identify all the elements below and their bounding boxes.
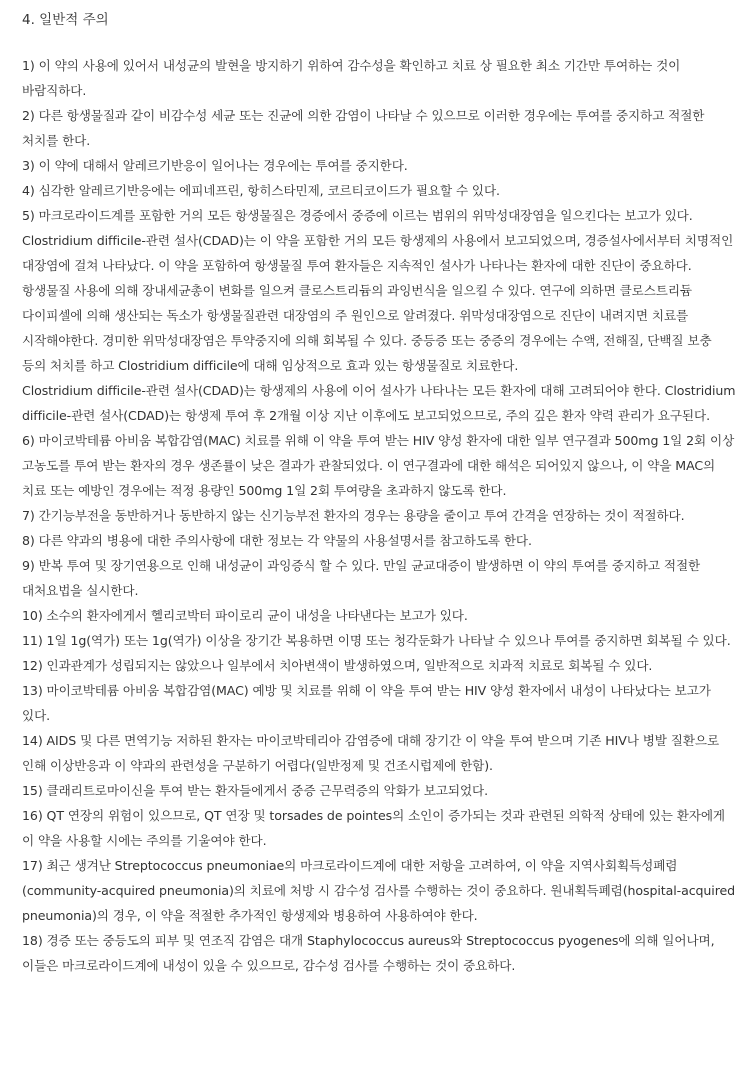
precautions-list (22, 53, 736, 978)
precaution-item: 14) AIDS 및 다른 면역기능 저하된 환자는 마이코박테리아 감염증에 대해 장기간 이 약을 투여 받으며 기존 HIV나 병발 질환으로 인해 이상반응과 이 약과의 관련성을 구분하기 어렵다(일반정제 및 건조시럽제에 한함). (22, 733, 720, 773)
precaution-item: 13) 마이코박테륨 아비움 복합감염(MAC) 예방 및 치료를 위해 이 약을 투여 받는 HIV 양성 환자에서 내성이 나타났다는 보고가 있다. (22, 683, 711, 723)
precaution-item: 6) 마이코박테륨 아비움 복합감염(MAC) 치료를 위해 이 약을 투여 받는 HIV 양성 환자에 대한 일부 연구결과 500mg 1일 2회 이상 고농도를 투여 받는 환자의 경우 생존률이 낮은 결과가 관찰되었다. 이 연구결과에 대한 해석은 되어있지 않으나, 이 약을 MAC의 치료 또는 예방인 경우에는 적정 용량인 500mg 1일 2회 투여량을 초과하지 않도록 한다. (22, 433, 735, 498)
precaution-item: 1) 이 약의 사용에 있어서 내성균의 발현을 방지하기 위하여 감수성을 확인하고 치료 상 필요한 최소 기간만 투여하는 것이 바람직하다. (22, 58, 681, 98)
section-title: 4. 일반적 주의 (22, 12, 109, 28)
precaution-item: 2) 다른 항생물질과 같이 비감수성 세균 또는 진균에 의한 감염이 나타날 수 있으므로 이러한 경우에는 투여를 중지하고 적절한 처치를 한다. (22, 108, 705, 148)
precaution-item: 12) 인과관계가 성립되지는 않았으나 일부에서 치아변색이 발생하였으며, 일반적으로 치과적 치료로 회복될 수 있다. (22, 658, 653, 673)
precaution-item: Clostridium difficile-관련 설사(CDAD)는 항생제의 사용에 이어 설사가 나타나는 모든 환자에 대해 고려되어야 한다. Clostridium difficile-관련 설사(CDAD)는 항생제 투여 후 2개월 이상 지난 이후에도 보고되었으므로, 주의 깊은 환자 약력 관리가 요구된다. (22, 383, 736, 423)
precaution-item: 8) 다른 약과의 병용에 대한 주의사항에 대한 정보는 각 약물의 사용설명서를 참고하도록 한다. (22, 533, 532, 548)
precaution-item: 17) 최근 생겨난 Streptococcus pneumoniae의 마크로라이드계에 대한 저항을 고려하여, 이 약을 지역사회획득성폐렴(community-acquired pneumonia)의 치료에 처방 시 감수성 검사를 수행하는 것이 중요하다. 원내획득폐렴(hospital-acquired pneumonia)의 경우, 이 약을 적절한 추가적인 항생제와 병용하여 사용하여야 한다. (22, 858, 736, 923)
precaution-item: 5) 마크로라이드계를 포함한 거의 모든 항생물질은 경증에서 중증에 이르는 범위의 위막성대장염을 일으킨다는 보고가 있다. Clostridium difficile-관련 설사(CDAD)는 이 약을 포함한 거의 모든 항생제의 사용에서 보고되었으며, 경증설사에서부터 치명적인 대장염에 걸쳐 나타났다. 이 약을 포함하여 항생물질 투여 환자들은 지속적인 설사가 나타나는 환자에 대한 진단이 중요하다. 항생물질 사용에 의해 장내세균총이 변화를 일으켜 클로스트리듐의 과잉번식을 일으킬 수 있다. 연구에 의하면 클로스트리듐 다이피셀에 의해 생산되는 독소가 항생물질관련 대장염의 주 원인으로 알려졌다. 위막성대장염으로 진단이 내려지면 치료를 시작해야한다. 경미한 위막성대장염은 투약중지에 의해 회복될 수 있다. 중등증 또는 중증의 경우에는 수액, 전해질, 단백질 보충 등의 처치를 하고 Clostridium difficile에 대해 임상적으로 효과 있는 항생물질로 치료한다. (22, 208, 734, 373)
precaution-item: 9) 반복 투여 및 장기연용으로 인해 내성균이 과잉증식 할 수 있다. 만일 균교대증이 발생하면 이 약의 투여를 중지하고 적절한 대처요법을 실시한다. (22, 558, 701, 598)
precaution-item: 3) 이 약에 대해서 알레르기반응이 일어나는 경우에는 투여를 중지한다. (22, 158, 408, 173)
precaution-item: 10) 소수의 환자에게서 헬리코박터 파이로리 균이 내성을 나타낸다는 보고가 있다. (22, 608, 468, 623)
precaution-item: 7) 간기능부전을 동반하거나 동반하지 않는 신기능부전 환자의 경우는 용량을 줄이고 투여 간격을 연장하는 것이 적절하다. (22, 508, 685, 523)
precaution-item: 18) 경증 또는 중등도의 피부 및 연조직 감염은 대개 Staphylococcus aureus와 Streptococcus pyogenes에 의해 일어나며, 이들은 마크로라이드계에 내성이 있을 수 있으므로, 감수성 검사를 수행하는 것이 중요하다. (22, 933, 715, 973)
precaution-item: 4) 심각한 알레르기반응에는 에피네프린, 항히스타민제, 코르티코이드가 필요할 수 있다. (22, 183, 500, 198)
precaution-item: 16) QT 연장의 위험이 있으므로, QT 연장 및 torsades de pointes의 소인이 증가되는 것과 관련된 의학적 상태에 있는 환자에게 이 약을 사용할 시에는 주의를 기울여야 한다. (22, 808, 725, 848)
precaution-item: 11) 1일 1g(역가) 또는 1g(역가) 이상을 장기간 복용하면 이명 또는 청각둔화가 나타날 수 있으나 투여를 중지하면 회복될 수 있다. (22, 633, 731, 648)
precaution-item: 15) 클래리트로마이신을 투여 받는 환자들에게서 중증 근무력증의 악화가 보고되었다. (22, 783, 488, 798)
